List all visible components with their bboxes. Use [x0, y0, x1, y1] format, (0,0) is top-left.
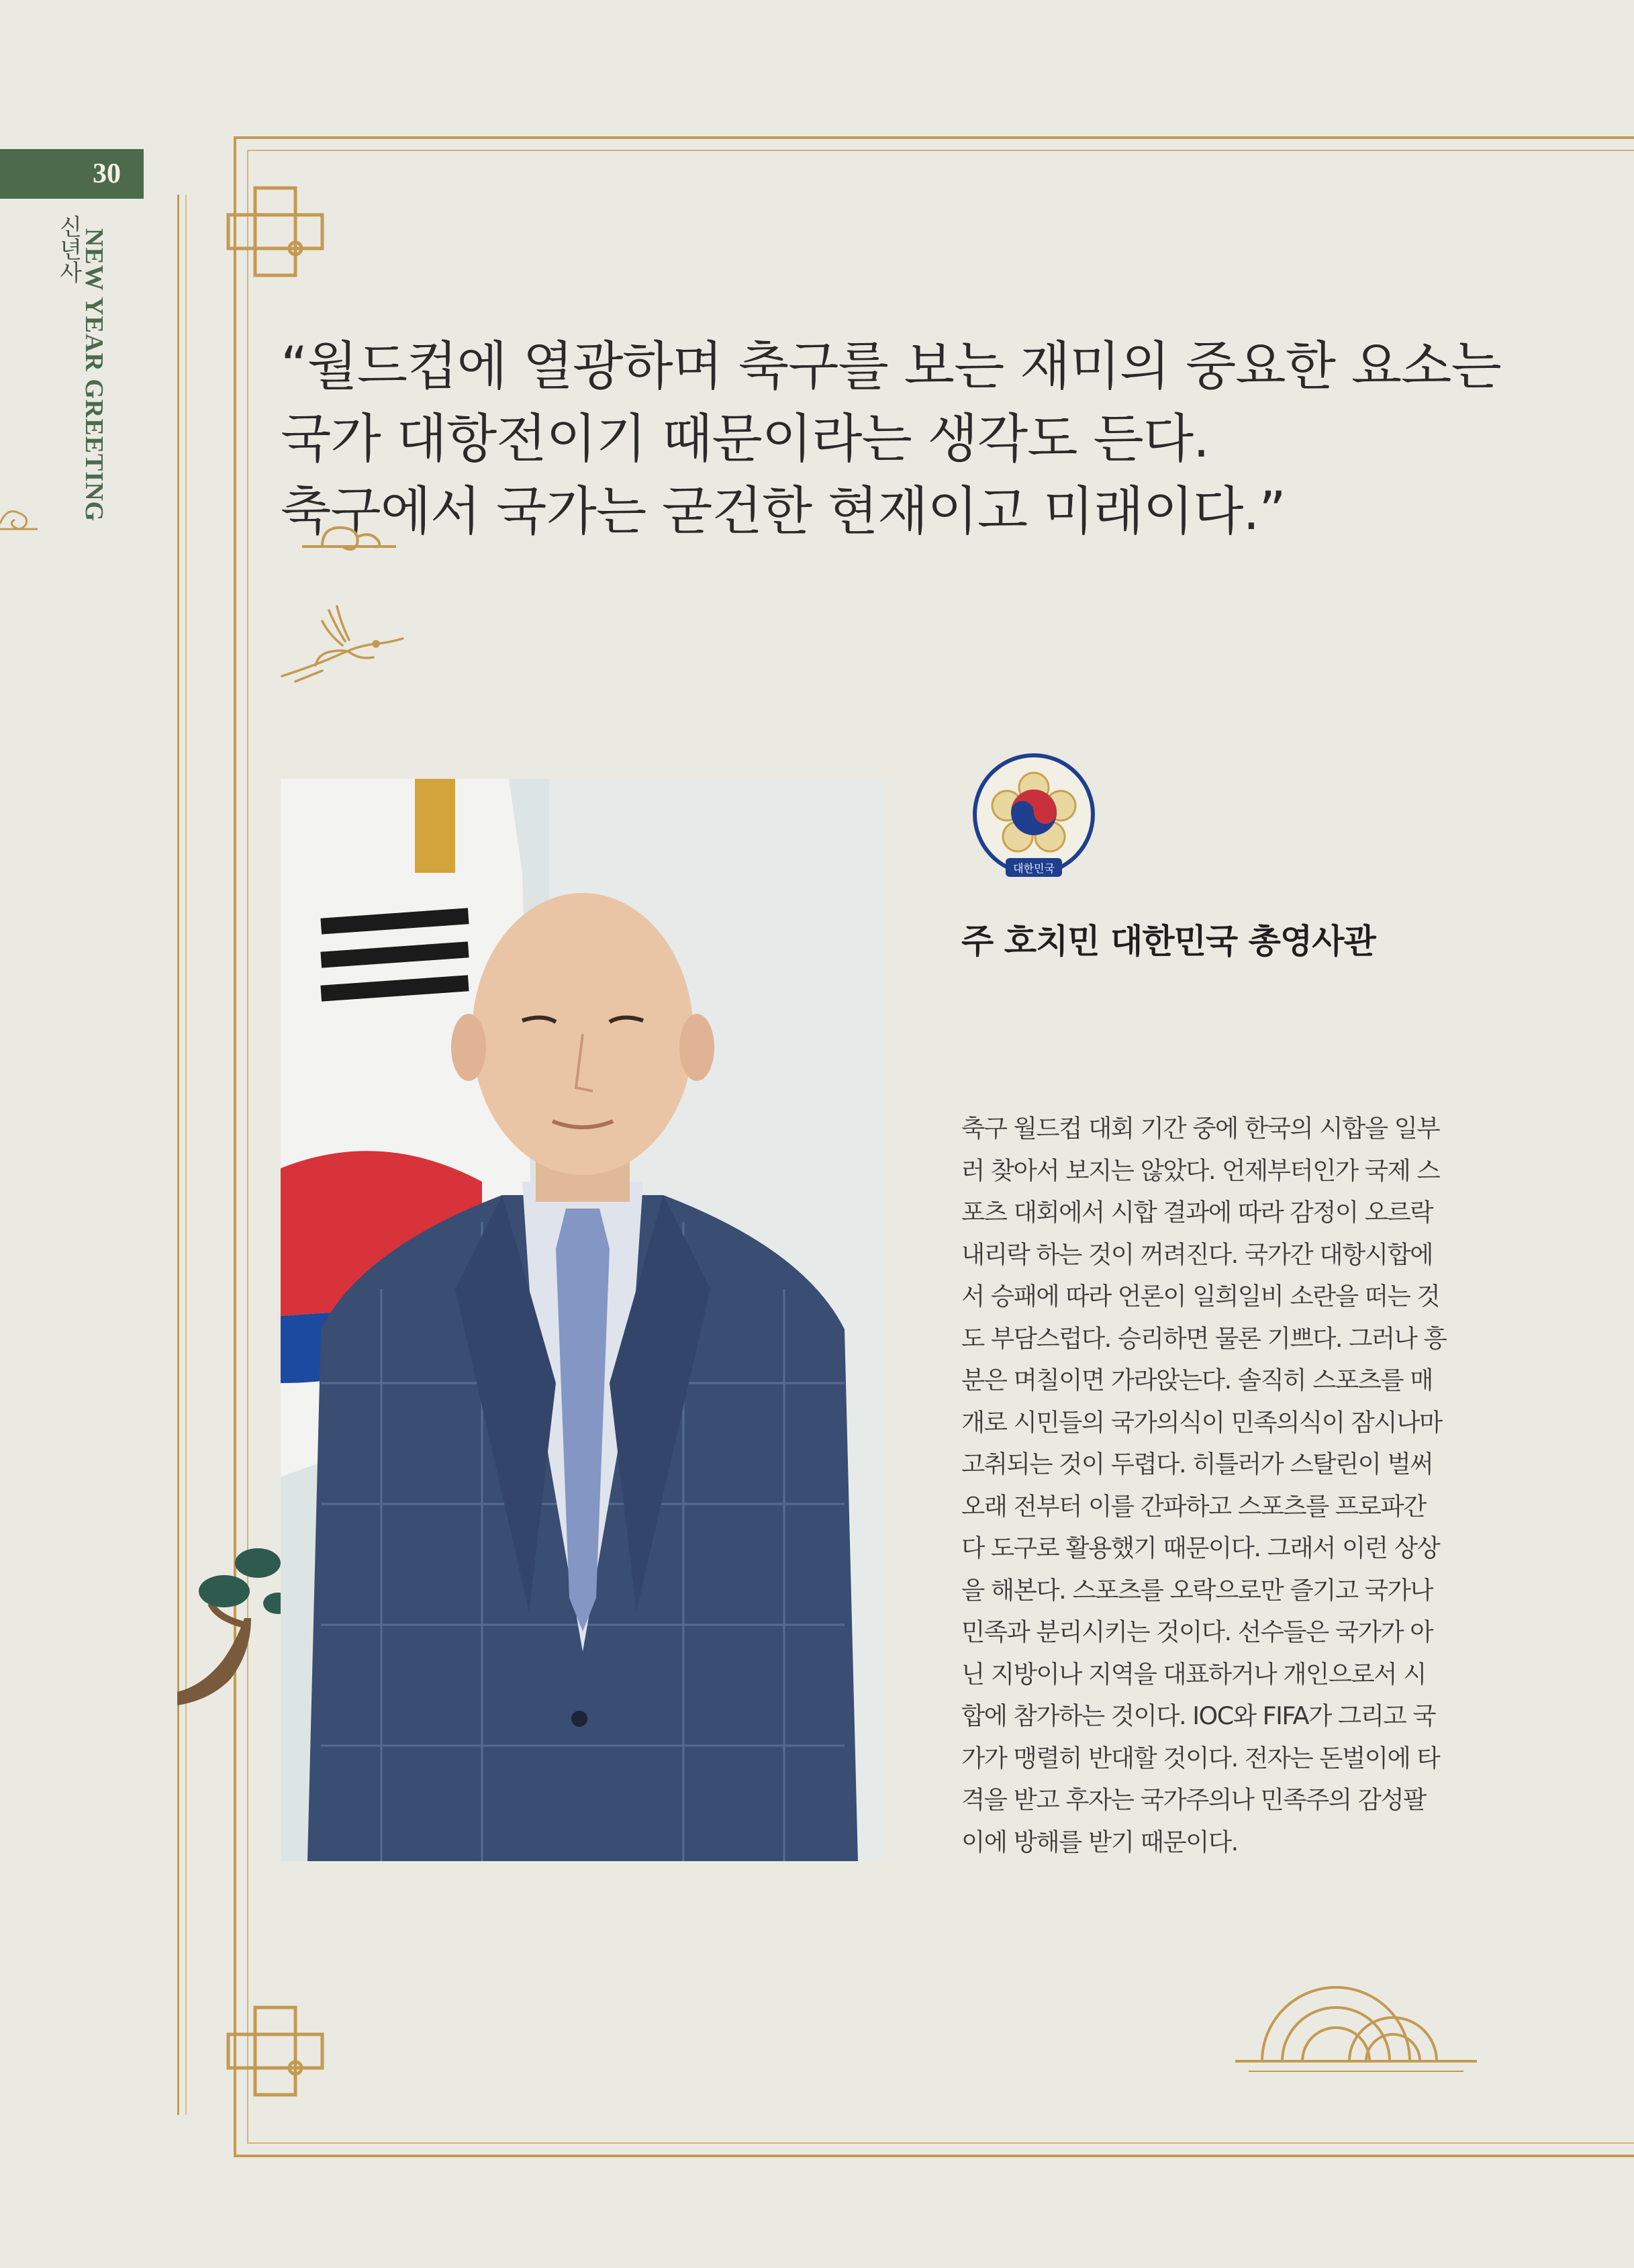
quote-line-1: “월드컵에 열광하며 축구를 보는 재미의 중요한 요소는 [281, 336, 1501, 397]
article-line: 합에 참가하는 것이다. IOC와 FIFA가 그리고 국 [961, 1701, 1435, 1730]
article-line: 축구 월드컵 대회 기간 중에 한국의 시합을 일부 [961, 1114, 1440, 1143]
article-line: 러 찾아서 보지는 않았다. 언제부터인가 국제 스 [961, 1155, 1440, 1185]
portrait-photo [281, 779, 885, 1861]
article-line: 고취되는 것이 두렵다. 히틀러가 스탈린이 벌써 [961, 1450, 1433, 1478]
article-line: 내리락 하는 것이 꺼려진다. 국가간 대항시합에 [961, 1239, 1433, 1269]
frame-left-rule [177, 195, 179, 2115]
article-line: 분은 며칠이면 가라앉는다. 솔직히 스포츠를 매 [961, 1366, 1433, 1395]
national-emblem-icon [967, 751, 1101, 885]
knot-ornament-bottom-icon [222, 2001, 336, 2108]
quote-line-3: 축구에서 국가는 굳건한 현재이고 미래이다.” [281, 481, 1286, 542]
article-line: 오래 전부터 이를 간파하고 스포츠를 프로파간 [961, 1491, 1426, 1521]
frame-left-rule-inner [185, 195, 187, 2115]
page-number-tab [0, 149, 144, 199]
article-line: 닌 지방이나 지역을 대표하거나 개인으로서 시 [961, 1659, 1426, 1689]
organization-title: 주 호치민 대한민국 총영사관 [961, 922, 1376, 961]
article-line: 민족과 분리시키는 것이다. 선수들은 국가가 아 [961, 1617, 1433, 1646]
article-line: 개로 시민들의 국가의식이 민족의식이 잠시나마 [961, 1407, 1442, 1437]
article-line: 다 도구로 활용했기 때문이다. 그래서 이런 상상 [961, 1533, 1440, 1562]
pine-tree-illustration-icon [177, 1524, 285, 1712]
article-line: 가가 맹렬히 반대할 것이다. 전자는 돈벌이에 타 [961, 1743, 1440, 1773]
section-title-ko: 신년사 [55, 215, 82, 283]
page-number: 30 [93, 158, 121, 189]
section-title-en: NEW YEAR GREETING [80, 228, 108, 522]
article-line: 이에 방해를 받기 때문이다. [961, 1827, 1238, 1856]
article-body [961, 1108, 1447, 1863]
quote-line-2: 국가 대항전이기 때문이라는 생각도 든다. [281, 409, 1209, 469]
emblem-label: 대한민국 [1013, 862, 1055, 875]
cloud-accent-icon [295, 517, 403, 557]
crane-illustration-icon [275, 601, 410, 688]
article-line: 서 승패에 따라 언론이 일희일비 소란을 떠는 것 [961, 1282, 1440, 1311]
article-line: 도 부담스럽다. 승리하면 물론 기쁘다. 그러나 흥 [961, 1323, 1447, 1353]
wave-ornament-icon [1235, 1974, 1477, 2088]
cloud-ornament-icon [0, 497, 40, 537]
article-line: 격을 받고 후자는 국가주의나 민족주의 감성팔 [961, 1785, 1426, 1814]
article-line: 포츠 대회에서 시합 결과에 따라 감정이 오르락 [961, 1198, 1433, 1227]
pull-quote [281, 330, 1501, 548]
article-line: 을 해본다. 스포츠를 오락으로만 즐기고 국가나 [961, 1575, 1433, 1605]
knot-ornament-top-icon [222, 181, 336, 289]
